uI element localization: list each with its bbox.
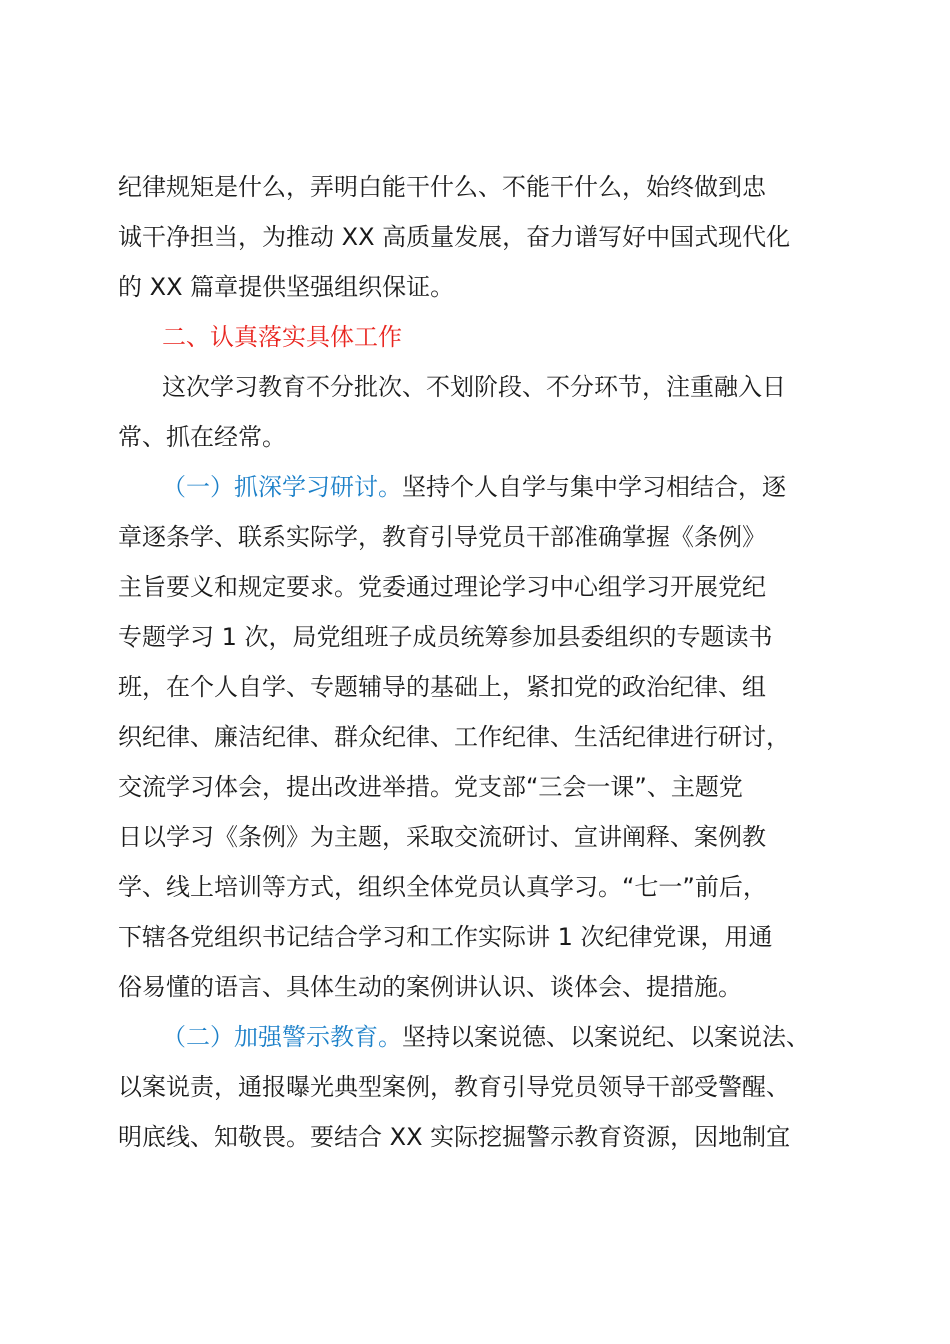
text-line: 学、线上培训等方式，组织全体党员认真学习。“七一”前后，: [118, 873, 767, 901]
text-line: 这次学习教育不分批次、不划阶段、不分环节，注重融入日: [162, 373, 786, 401]
paragraph-item-1: [118, 462, 834, 1012]
paragraph-intro: [118, 362, 834, 462]
text-line: 下辖各党组织书记结合学习和工作实际讲 1 次纪律党课，用通: [118, 923, 773, 951]
text-line: 以案说责，通报曝光典型案例，教育引导党员领导干部受警醒、: [118, 1073, 790, 1101]
section-heading: 二、认真落实具体工作: [162, 323, 402, 351]
text-line: 班，在个人自学、专题辅导的基础上，紧扣党的政治纪律、组: [118, 673, 766, 701]
item-text: 坚持个人自学与集中学习相结合，逐: [402, 473, 786, 501]
text-line: [118, 462, 834, 512]
document-page: [118, 162, 834, 1162]
paragraph-continuation: [118, 162, 834, 312]
text-line: 明底线、知敬畏。要结合 XX 实际挖掘警示教育资源，因地制宜: [118, 1123, 791, 1151]
item-title: （一）抓深学习研讨。: [162, 473, 402, 501]
text-line: 日以学习《条例》为主题，采取交流研讨、宣讲阐释、案例教: [118, 823, 766, 851]
text-line: 诚干净担当，为推动 XX 高质量发展，奋力谱写好中国式现代化: [118, 223, 791, 251]
text-line: 主旨要义和规定要求。党委通过理论学习中心组学习开展党纪: [118, 573, 766, 601]
text-line: 俗易懂的语言、具体生动的案例讲认识、谈体会、提措施。: [118, 973, 742, 1001]
text-line: 常、抓在经常。: [118, 423, 286, 451]
text-line: 章逐条学、联系实际学，教育引导党员干部准确掌握《条例》: [118, 523, 766, 551]
text-line: 的 XX 篇章提供坚强组织保证。: [118, 273, 455, 301]
text-line: 交流学习体会，提出改进举措。党支部“三会一课”、主题党: [118, 773, 743, 801]
text-line: 纪律规矩是什么，弄明白能干什么、不能干什么，始终做到忠: [118, 173, 766, 201]
item-title: （二）加强警示教育。: [162, 1023, 402, 1051]
item-text: 坚持以案说德、以案说纪、以案说法、: [402, 1023, 810, 1051]
text-line: 专题学习 1 次，局党组班子成员统筹参加县委组织的专题读书: [118, 623, 773, 651]
paragraph-item-2: [118, 1012, 834, 1162]
text-line: 织纪律、廉洁纪律、群众纪律、工作纪律、生活纪律进行研讨，: [118, 723, 790, 751]
text-line: [118, 1012, 834, 1062]
